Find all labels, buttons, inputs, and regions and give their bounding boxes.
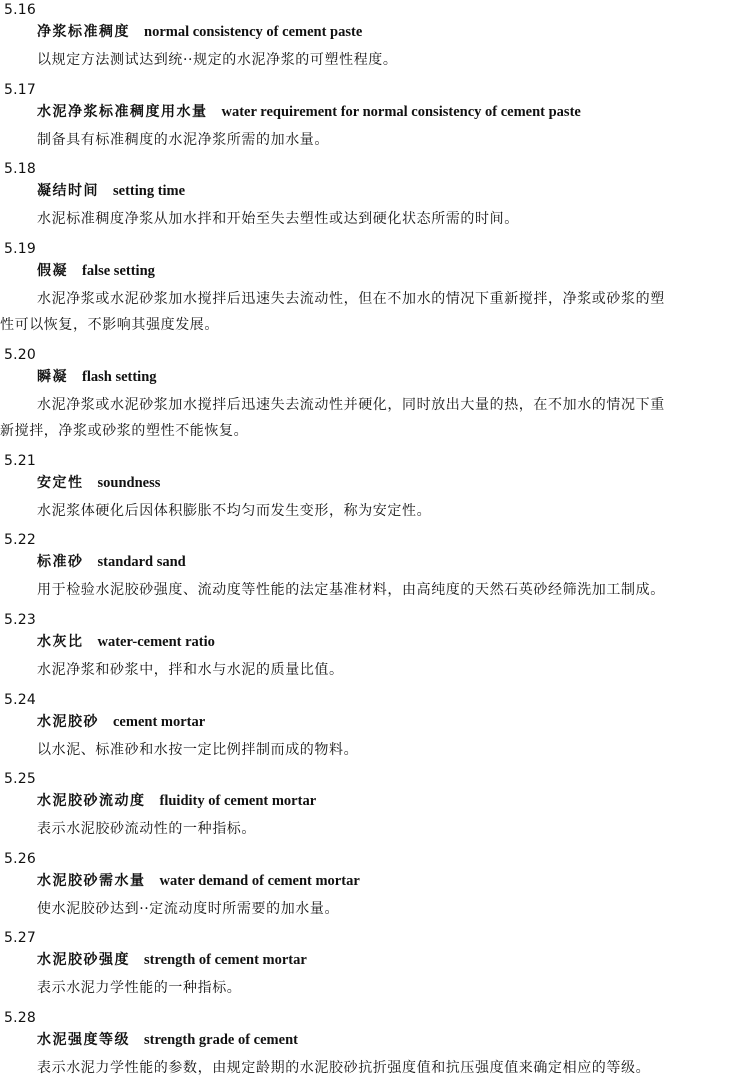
term-number: 5.18 [4,161,36,178]
term-heading [37,552,186,572]
term-definition: 表示水泥力学性能的一种指标。 [37,980,242,997]
definition-line-1: 水泥净浆或水泥砂浆加水搅拌后迅速失去流动性并硬化，同时放出大量的热，在不加水的情况下重 [37,396,665,413]
term-chinese-name: 水泥胶砂 [37,713,99,730]
term-heading [37,473,160,493]
term-5-18 [0,159,743,239]
term-heading [37,950,307,970]
term-chinese-name: 安定性 [37,474,84,491]
term-english-name: water demand of cement mortar [159,872,360,889]
term-heading [37,791,316,811]
term-english-name: setting time [113,183,186,200]
term-number: 5.27 [4,930,36,947]
term-definition: 水泥净浆和砂浆中，拌和水与水泥的质量比值。 [37,661,344,678]
term-definition: 以规定方法测试达到统··规定的水泥净浆的可塑性程度。 [37,52,398,68]
term-definition [0,286,741,338]
term-5-27 [0,928,743,1008]
term-english-name: soundness [97,474,161,491]
term-5-19 [0,239,743,345]
term-chinese-name: 水灰比 [37,633,84,650]
term-definition: 使水泥胶砂达到··定流动度时所需要的加水量。 [37,900,340,917]
term-english-name: cement mortar [113,713,206,730]
term-chinese-name: 凝结时间 [37,183,99,200]
term-heading [37,1030,298,1050]
term-chinese-name: 瞬凝 [37,368,68,385]
term-definition: 以水泥、标准砂和水按一定比例拌制而成的物料。 [37,741,359,758]
term-definition: 表示水泥力学性能的参数，由规定龄期的水泥胶砂抗折强度值和抗压强度值来确定相应的等级。 [37,1059,651,1076]
term-number: 5.21 [4,452,36,469]
term-definition: 水泥浆体硬化后因体积膨胀不均匀而发生变形，称为安定性。 [37,502,432,519]
term-5-16 [0,0,743,80]
term-heading [37,632,215,652]
term-number: 5.16 [4,2,36,18]
term-5-23 [0,610,743,690]
term-heading [37,367,157,387]
term-english-name: strength grade of cement [144,1031,298,1048]
term-chinese-name: 标准砂 [37,554,84,571]
term-definition: 水泥标准稠度净浆从加水拌和开始至失去塑性或达到硬化状态所需的时间。 [37,211,519,228]
term-number: 5.24 [4,691,36,708]
term-number: 5.17 [4,81,36,98]
term-5-26 [0,849,743,929]
term-english-name: strength of cement mortar [144,952,307,969]
term-chinese-name: 水泥胶砂需水量 [37,872,146,889]
term-number: 5.26 [4,850,36,867]
term-number: 5.28 [4,1009,36,1026]
term-number: 5.22 [4,532,36,549]
term-chinese-name: 水泥强度等级 [37,1031,130,1048]
term-chinese-name: 水泥胶砂强度 [37,952,130,969]
term-5-17 [0,80,743,160]
term-heading [37,261,155,281]
term-english-name: standard sand [97,554,186,571]
term-heading [37,181,185,201]
term-english-name: false setting [82,262,155,279]
term-english-name: water requirement for normal consistency of cement paste [221,103,581,120]
definition-line-2: 性可以恢复，不影响其强度发展。 [0,316,219,333]
term-heading [37,712,205,732]
term-5-20 [0,345,743,451]
term-number: 5.20 [4,346,36,363]
term-english-name: water-cement ratio [97,633,215,650]
term-definition: 表示水泥胶砂流动性的一种指标。 [37,821,256,838]
term-english-name: normal consistency of cement paste [144,24,363,40]
term-5-21 [0,451,743,531]
term-5-22 [0,530,743,610]
term-number: 5.25 [4,771,36,788]
term-5-25 [0,769,743,849]
term-number: 5.19 [4,240,36,257]
definition-line-1: 水泥净浆或水泥砂浆加水搅拌后迅速失去流动性，但在不加水的情况下重新搅拌，净浆或砂浆的塑 [37,290,665,307]
term-heading [37,871,360,891]
term-chinese-name: 净浆标准稠度 [37,24,130,40]
term-definition [0,392,741,444]
term-5-24 [0,690,743,770]
term-definition: 制备具有标准稠度的水泥净浆所需的加水量。 [37,131,329,148]
term-heading [37,22,362,42]
term-5-28 [0,1008,743,1088]
term-number: 5.23 [4,611,36,628]
term-chinese-name: 水泥胶砂流动度 [37,793,146,810]
term-heading [37,102,581,122]
term-english-name: flash setting [82,368,157,385]
term-chinese-name: 水泥净浆标准稠度用水量 [37,103,208,120]
term-chinese-name: 假凝 [37,262,68,279]
term-english-name: fluidity of cement mortar [159,793,317,810]
definition-line-2: 新搅拌，净浆或砂浆的塑性不能恢复。 [0,422,249,439]
term-definition: 用于检验水泥胶砂强度、流动度等性能的法定基准材料，由高纯度的天然石英砂经筛洗加工制成。 [37,582,665,599]
